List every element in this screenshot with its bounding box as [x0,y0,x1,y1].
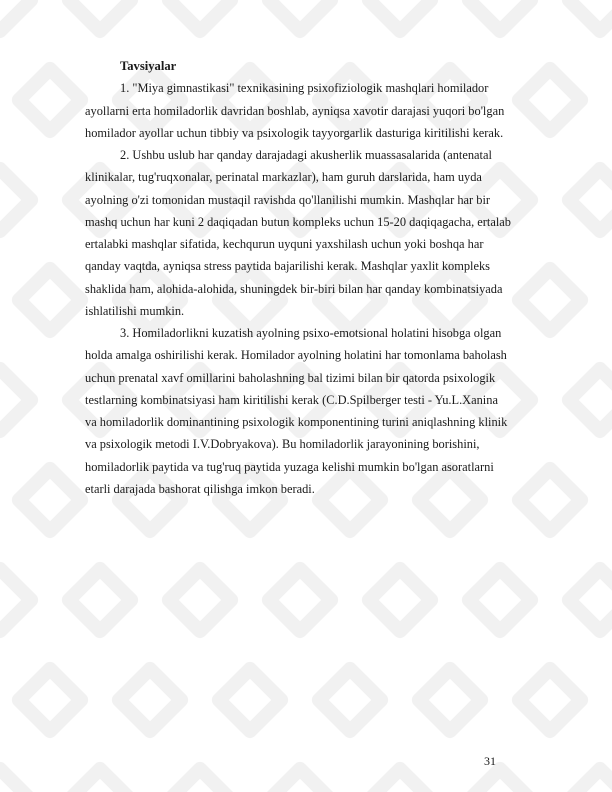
watermark-shape [69,769,131,792]
text-line: 2. Ushbu uslub har qanday darajadagi akusherlik muassasalarida (antenatal [120,148,492,162]
watermark-shape [169,0,231,31]
text-line: 1. "Miya gimnastikasi" texnikasining psixofiziologik mashqlari homilador [120,81,489,96]
watermark-shape [569,769,612,792]
watermark-shape [569,569,612,631]
watermark-shape [19,269,81,331]
watermark-shape [569,0,612,31]
text-line: ayolning o'zi tomonidan mustaqil ravishda qo'llanilishi mumkin. Mashqlar har bir [85,192,491,207]
watermark-shape [0,0,31,31]
watermark-shape [469,0,531,31]
watermark-shape [19,469,81,531]
watermark-shape [519,669,581,731]
page-number: 31 [484,754,496,768]
text-line: shaklida ham, alohida-alohida, shuningdek bir-biri bilan har qanday kombinatsiyada [85,281,503,296]
watermark-shape [169,569,231,631]
text-line: va psixologik metodi I.V.Dobryakova). Bu homiladorlik jarayonining borishini, [85,437,480,452]
text-line: ayollarni erta homiladorlik davridan boshlab, ayniqsa xavotir darajasi yuqori bo'lgan [85,103,505,118]
document-body [85,55,545,500]
text-line: testlarning kombinatsiyasi ham kiritilishi kerak (C.D.Spilberger testi - Yu.L.Xanina [85,392,498,407]
watermark-shape [569,169,612,231]
watermark-shape [469,769,531,792]
text-line: etarli darajada bashorat qilishga imkon beradi. [85,481,315,496]
watermark-shape [369,769,431,792]
watermark-shape [169,769,231,792]
watermark-shape [19,69,81,131]
watermark-shape [369,569,431,631]
watermark-shape [319,669,381,731]
watermark-shape [69,0,131,31]
paragraph-lines [85,77,545,500]
text-line: homiladorlik paytida va tug'ruq paytida yuzaga kelishi mumkin bo'lgan asoratlarni [85,459,494,474]
watermark-shape [219,669,281,731]
watermark-shape [269,569,331,631]
watermark-shape [19,669,81,731]
watermark-shape [0,569,31,631]
text-line: 3. Homiladorlikni kuzatish ayolning psixo-emotsional holatini hisobga olgan [120,326,502,340]
watermark-shape [269,0,331,31]
watermark-shape [0,369,31,431]
watermark-shape [419,669,481,731]
text-line: va homiladorlik dominantining psixologik komponentining turini aniqlashning klinik [85,415,508,429]
text-line: uchun prenatal xavf omillarini baholashning bal tizimi bilan bir qatorda psixologik [85,370,496,385]
watermark-shape [0,769,31,792]
watermark-shape [69,569,131,631]
watermark-shape [569,369,612,431]
section-heading: Tavsiyalar [120,59,177,73]
text-line: ishlatilishi mumkin. [85,303,185,318]
text-line: holda amalga oshirilishi kerak. Homilador ayolning holatini har tomonlama baholash [85,348,507,363]
watermark-shape [369,0,431,31]
watermark-shape [469,569,531,631]
text-line: homilador ayollar uchun tibbiy va psixologik tayyorgarlik dasturiga kiritilishi kerak. [85,125,504,140]
watermark-shape [119,669,181,731]
text-line: mashq uchun har kuni 2 daqiqadan butun kompleks uchun 15-20 daqiqagacha, ertalab [85,214,511,229]
text-line: klinikalar, tug'ruqxonalar, perinatal markazlar), ham guruh darslarida, ham uyda [85,170,482,185]
text-line: qanday vaqtda, ayniqsa stress paytida bajarilishi kerak. Mashqlar yaxlit kompleks [85,259,491,274]
watermark-shape [0,169,31,231]
text-line: ertalabki mashqlar sifatida, kechqurun uyquni yaxshilash uchun yoki boshqa har [85,237,484,251]
watermark-shape [269,769,331,792]
